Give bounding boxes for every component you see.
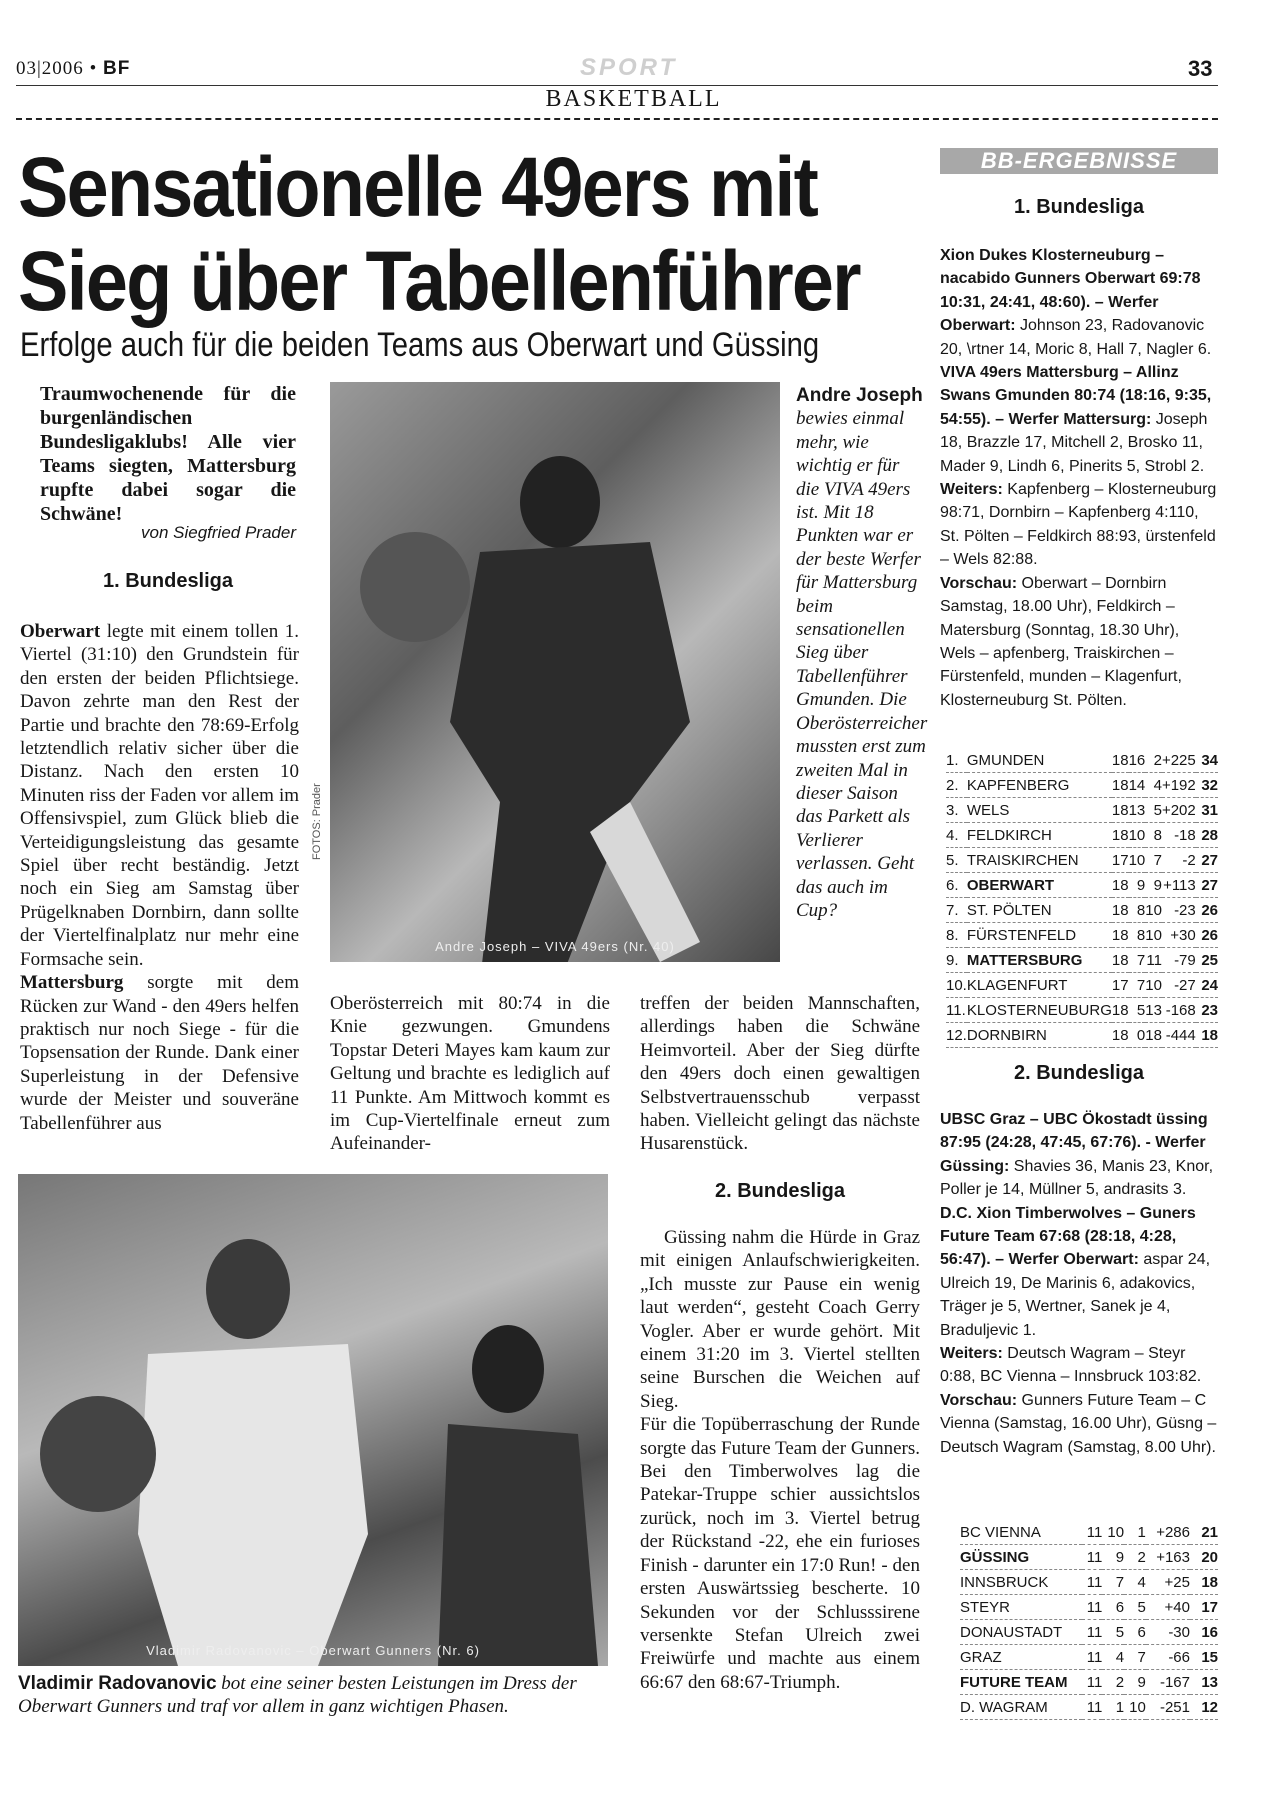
standings-gp: 18 [1112, 923, 1129, 948]
standings-diff: +202 [1162, 798, 1196, 823]
standings-l: 11 [1145, 948, 1162, 973]
standings-diff: -167 [1146, 1670, 1190, 1695]
standings-gp: 18 [1112, 798, 1129, 823]
standings-l: 1 [1124, 1520, 1146, 1545]
standings-team: ST. PÖLTEN [967, 898, 1112, 923]
standings-diff: -23 [1162, 898, 1196, 923]
standings-team: DORNBIRN [967, 1023, 1112, 1048]
standings-diff: -27 [1162, 973, 1196, 998]
standings-w: 10 [1129, 823, 1146, 848]
other-results [940, 478, 1218, 572]
standings-w: 7 [1102, 1570, 1124, 1595]
standings-w: 7 [1129, 973, 1146, 998]
standings-team: WELS [967, 798, 1112, 823]
issue-info: 03|2006 • BF [16, 58, 131, 79]
standings-gp: 18 [1112, 948, 1129, 973]
standings-l: 4 [1145, 773, 1162, 798]
standings-row [946, 923, 1218, 948]
standings-pts: 13 [1190, 1670, 1218, 1695]
weiters-label: Weiters: [940, 481, 1003, 499]
standings-pts: 25 [1196, 948, 1218, 973]
standings-gp: 18 [1112, 748, 1129, 773]
standings-rank: 2. [946, 773, 967, 798]
standings-w: 5 [1102, 1620, 1124, 1645]
standings-pts: 18 [1196, 1023, 1218, 1048]
vorschau-text: Gunners Future Team – C Vienna (Samstag, 16.00 Uhr), Güsng – Deutsch Wagram (Samstag, 8.00 Uhr). [940, 1391, 1217, 1456]
standings-rank: 10. [946, 973, 967, 998]
photo-andre-joseph [330, 382, 780, 962]
standings-w: 6 [1102, 1595, 1124, 1620]
standings-team: FELDKIRCH [967, 823, 1112, 848]
standings-gp: 18 [1112, 898, 1129, 923]
standings-w: 4 [1102, 1645, 1124, 1670]
standings-gp: 11 [1082, 1545, 1102, 1570]
standings-gp: 11 [1082, 1645, 1102, 1670]
standings-rank: 12. [946, 1023, 967, 1048]
lead-oberwart: Oberwart [20, 621, 101, 642]
standings-gp: 11 [1082, 1595, 1102, 1620]
standings-diff: -66 [1146, 1645, 1190, 1670]
standings-rank: 9. [946, 948, 967, 973]
standings-w: 8 [1129, 898, 1146, 923]
standings-row [946, 1023, 1218, 1048]
standings-l: 5 [1145, 798, 1162, 823]
game-result [940, 244, 1218, 361]
standings-pts: 12 [1190, 1695, 1218, 1720]
standings-l: 13 [1145, 998, 1162, 1023]
game-scorers: Johnson 23, Radovanovic 20, \rtner 14, Moric 8, Hall 7, Nagler 6. [940, 317, 1212, 358]
standings-row [946, 998, 1218, 1023]
standings-team: OBERWART [967, 873, 1112, 898]
header-dashed-rule [16, 118, 1218, 120]
standings-diff: -30 [1146, 1620, 1190, 1645]
photo-caption-bottom [18, 1672, 608, 1718]
intro-text: Traumwochenende für die burgenländischen Bundesligaklubs! Alle vier Teams siegten, Mattersburg rupfte dabei sogar die Schwäne! [40, 383, 296, 525]
standings-w: 0 [1129, 1023, 1146, 1048]
standings-team: INNSBRUCK [960, 1570, 1082, 1595]
standings-pts: 20 [1190, 1545, 1218, 1570]
standings-rank: 3. [946, 798, 967, 823]
standings-l: 7 [1124, 1645, 1146, 1670]
standings-table-bl1 [946, 748, 1218, 1048]
caption-name-joseph: Andre Joseph [796, 385, 923, 406]
standings-w: 8 [1129, 923, 1146, 948]
standings-l: 10 [1124, 1695, 1146, 1720]
standings-rank: 1. [946, 748, 967, 773]
standings-row [946, 798, 1218, 823]
caption-text-radovanovic: bot eine seiner besten Leistungen im Dress der Oberwart Gunners und traf vor allem in ganz wichtigen Phasen. [18, 1673, 577, 1717]
sidebar-results-bl1 [940, 244, 1218, 712]
standings-diff: +25 [1146, 1570, 1190, 1595]
section-label: SPORT [580, 54, 678, 81]
standings-team: D. WAGRAM [960, 1695, 1082, 1720]
standings-gp: 11 [1082, 1695, 1102, 1720]
standings-rank: 6. [946, 873, 967, 898]
game-result [940, 1108, 1218, 1202]
standings-l: 2 [1124, 1545, 1146, 1570]
standings-gp: 11 [1082, 1570, 1102, 1595]
standings-pts: 26 [1196, 898, 1218, 923]
subheadline: Erfolge auch für die beiden Teams aus Oberwart und Güssing [20, 326, 820, 364]
standings-diff: +286 [1146, 1520, 1190, 1545]
page-number: 33 [1188, 56, 1213, 81]
standings-w: 9 [1129, 873, 1146, 898]
standings-row [960, 1520, 1218, 1545]
standings-pts: 34 [1196, 748, 1218, 773]
standings-l: 2 [1145, 748, 1162, 773]
sidebar-title-bl2: 2. Bundesliga [1013, 1062, 1145, 1084]
standings-row [960, 1545, 1218, 1570]
player-silhouette-icon [18, 1174, 608, 1666]
section-title-bl1: 1. Bundesliga [102, 570, 234, 592]
headline-line-2: Sieg über Tabellenführer [18, 234, 860, 328]
standings-w: 5 [1129, 998, 1146, 1023]
standings-diff: +30 [1162, 923, 1196, 948]
issue-date: 03|2006 [16, 58, 84, 79]
results-banner: BB-ERGEBNISSE [940, 148, 1218, 174]
paragraph-cup: treffen der beiden Mannschaften, allerdings haben die Schwäne Heimvorteil. Aber der Sieg dürfte den 49ers doch einen gewaltigen Selbstvertrauensschub verpasst haben. Vielleicht gelingt das nächste Husarenstück. [640, 993, 920, 1155]
standings-team: KAPFENBERG [967, 773, 1112, 798]
standings-rank: 4. [946, 823, 967, 848]
other-results [940, 1342, 1218, 1389]
sidebar-title-bl1: 1. Bundesliga [1013, 196, 1145, 218]
standings-l: 6 [1124, 1620, 1146, 1645]
standings-pts: 27 [1196, 873, 1218, 898]
standings-team: GÜSSING [960, 1545, 1082, 1570]
standings-row [960, 1620, 1218, 1645]
standings-diff: +192 [1162, 773, 1196, 798]
weiters-text: Kapfenberg – Klosterneuburg 98:71, Dornbirn – Kapfenberg 4:110, St. Pölten – Feldkirch 88:93, ürstenfeld – Wels 82:88. [940, 481, 1217, 569]
standings-gp: 11 [1082, 1620, 1102, 1645]
weiters-label: Weiters: [940, 1345, 1003, 1363]
game-result [940, 361, 1218, 478]
topic-label: BASKETBALL [545, 86, 722, 112]
byline: von Siegfried Prader [141, 523, 296, 542]
game-scorers: aspar 24, Ulreich 19, De Marinis 6, adakovics, Träger je 5, Wertner, Sanek je 4, Braduljevic 1. [940, 1251, 1211, 1339]
standings-diff: -18 [1162, 823, 1196, 848]
game-title: UBSC Graz – UBC Ökostadt üssing 87:95 (24:28, 47:45, 67:76). - Werfer Güssing: [940, 1111, 1208, 1175]
standings-team: KLAGENFURT [967, 973, 1112, 998]
standings-pts: 16 [1190, 1620, 1218, 1645]
caption-name-radovanovic: Vladimir Radovanovic [18, 1673, 217, 1694]
standings-team: GMUNDEN [967, 748, 1112, 773]
standings-team: TRAISKIRCHEN [967, 848, 1112, 873]
headline-line-1: Sensationelle 49ers mit [18, 140, 817, 234]
publication-name: BF [102, 58, 131, 79]
standings-row [960, 1595, 1218, 1620]
standings-w: 9 [1102, 1545, 1124, 1570]
standings-diff: -251 [1146, 1695, 1190, 1720]
game-title: D.C. Xion Timberwolves – Guners Future Team 67:68 (28:18, 4:28, 56:47). – Werfer Oberwart: [940, 1204, 1196, 1269]
standings-w: 14 [1129, 773, 1146, 798]
standings-pts: 31 [1196, 798, 1218, 823]
caption-text-joseph: bewies einmal mehr, wie wichtig er für die VIVA 49ers ist. Mit 18 Punkten war er der beste Werfer für Mattersburg beim sensationellen Sieg über Tabellenführer Gmunden. Die Oberösterreicher mussten erst zum zweiten Mal in dieser Saison das Parkett als Verlierer verlassen. Geht das auch im Cup? [796, 408, 928, 921]
standings-diff: -2 [1162, 848, 1196, 873]
lead-mattersburg: Mattersburg [20, 972, 124, 994]
photo-vladimir-radovanovic [18, 1174, 608, 1666]
vorschau-label: Vorschau: [940, 1391, 1018, 1409]
standings-pts: 32 [1196, 773, 1218, 798]
vorschau-text: Oberwart – Dornbirn Samstag, 18.00 Uhr), Feldkirch – Matersburg (Sonntag, 18.30 Uhr), Wels – apfenberg, Traiskirchen – Fürstenfeld, munden – Klagenfurt, Klosterneuburg St. Pölten. [940, 574, 1182, 709]
bottom-photo-label: Vladimir Radovanovic – Oberwart Gunners (Nr. 6) [146, 1643, 480, 1658]
game-result [940, 1202, 1218, 1342]
standings-row [946, 898, 1218, 923]
standings-table-bl2 [960, 1520, 1218, 1720]
standings-row [960, 1670, 1218, 1695]
standings-gp: 17 [1112, 973, 1129, 998]
standings-l: 4 [1124, 1570, 1146, 1595]
standings-gp: 11 [1082, 1670, 1102, 1695]
standings-team: MATTERSBURG [967, 948, 1112, 973]
standings-rank: 5. [946, 848, 967, 873]
standings-l: 9 [1145, 873, 1162, 898]
standings-gp: 18 [1112, 1023, 1129, 1048]
standings-pts: 24 [1196, 973, 1218, 998]
standings-rank: 7. [946, 898, 967, 923]
preview [940, 1389, 1218, 1459]
standings-w: 10 [1129, 848, 1146, 873]
standings-team: BC VIENNA [960, 1520, 1082, 1545]
standings-w: 13 [1129, 798, 1146, 823]
standings-pts: 27 [1196, 848, 1218, 873]
standings-pts: 18 [1190, 1570, 1218, 1595]
game-scorers: Joseph 18, Brazzle 17, Mitchell 2, Brosko 11, Mader 9, Lindh 6, Pinerits 5, Strobl 2. [940, 410, 1208, 475]
standings-l: 18 [1145, 1023, 1162, 1048]
standings-diff: +113 [1162, 873, 1196, 898]
standings-team: FUTURE TEAM [960, 1670, 1082, 1695]
standings-gp: 17 [1112, 848, 1129, 873]
standings-diff: -79 [1162, 948, 1196, 973]
player-silhouette-icon [330, 382, 780, 962]
standings-row [946, 973, 1218, 998]
standings-l: 9 [1124, 1670, 1146, 1695]
standings-w: 7 [1129, 948, 1146, 973]
game-title: Xion Dukes Klosterneuburg – nacabido Gunners Oberwart 69:78 10:31, 24:41, 48:60). – Werfer Oberwart: [940, 247, 1201, 335]
standings-gp: 18 [1112, 873, 1129, 898]
body-column-1 [20, 620, 299, 1135]
standings-diff: +225 [1162, 748, 1196, 773]
paragraph-future-team: Für die Topüberraschung der Runde sorgte das Future Team der Gunners. Bei den Timberwolves lag die Patekar-Truppe schier aussichtslos zurück, noch im 3. Viertel betrug der Rückstand -22, ehe ein furioses Finish - darunter ein 17:0 Run! - den ersten Auswärtssieg bescherte. 10 Sekunden vor der Schlusssirene versenkte Stefan Ulreich zwei Freiwürfe und machte aus einem 66:67 den 68:67-Triumph. [640, 1414, 920, 1693]
standings-team: STEYR [960, 1595, 1082, 1620]
standings-pts: 15 [1190, 1645, 1218, 1670]
standings-l: 10 [1145, 898, 1162, 923]
standings-gp: 18 [1112, 998, 1129, 1023]
standings-row [946, 823, 1218, 848]
standings-rank: 11. [946, 998, 967, 1023]
standings-diff: +40 [1146, 1595, 1190, 1620]
standings-gp: 18 [1112, 823, 1129, 848]
standings-l: 5 [1124, 1595, 1146, 1620]
standings-rank: 8. [946, 923, 967, 948]
standings-row [946, 873, 1218, 898]
standings-w: 2 [1102, 1670, 1124, 1695]
body-column-2: Oberösterreich mit 80:74 in die Knie gezwungen. Gmundens Topstar Deteri Mayes kam kaum zur Geltung und brachte es lediglich auf 11 Punkte. Am Mittwoch kommt es im Cup-Viertelfinale erneut zum Aufeinander- [330, 993, 610, 1155]
standings-pts: 26 [1196, 923, 1218, 948]
standings-row [960, 1645, 1218, 1670]
standings-row [946, 773, 1218, 798]
standings-l: 7 [1145, 848, 1162, 873]
game-title: VIVA 49ers Mattersburg – Allinz Swans Gmunden 80:74 (18:16, 9:35, 54:55). – Werfer Mattersurg: [940, 364, 1212, 428]
standings-w: 10 [1102, 1520, 1124, 1545]
preview [940, 572, 1218, 712]
standings-pts: 23 [1196, 998, 1218, 1023]
weiters-text: Deutsch Wagram – Steyr 0:88, BC Vienna – Innsbruck 103:82. [940, 1345, 1202, 1386]
standings-l: 10 [1145, 973, 1162, 998]
standings-pts: 28 [1196, 823, 1218, 848]
standings-gp: 11 [1082, 1520, 1102, 1545]
photo-credit: FOTOS: Prader [311, 783, 323, 860]
standings-team: GRAZ [960, 1645, 1082, 1670]
top-photo-label: Andre Joseph – VIVA 49ers (Nr. 40) [435, 939, 675, 954]
section-title-bl2: 2. Bundesliga [714, 1180, 846, 1202]
paragraph-guessing: Güssing nahm die Hürde in Graz mit einigen Anlaufschwierigkeiten. „Ich musste zur Pause ein wenig laut werden“, gesteht Coach Gerry Vogler. Aber er wurde gehört. Mit einem 31:20 im 3. Viertel stellten seine Burschen die Weichen auf Sieg. [640, 1227, 920, 1412]
standings-diff: -168 [1162, 998, 1196, 1023]
standings-pts: 17 [1190, 1595, 1218, 1620]
standings-row [946, 848, 1218, 873]
standings-l: 8 [1145, 823, 1162, 848]
photo-caption-top [796, 384, 926, 922]
standings-row [960, 1695, 1218, 1720]
vorschau-label: Vorschau: [940, 574, 1018, 592]
paragraph-oberwart: legte mit einem tollen 1. Viertel (31:10) den Grundstein für den ersten der beiden Pflichtsiege. Davon zehrte man den Rest der Partie und brachte den 78:69-Erfolg letztendlich relativ sicher über die Distanz. Nach den ersten 10 Minuten riss der Faden vor allem im Offensivspiel, zum Glück blieb die Verteidigungsleistung das gesamte Spiel über recht beständig. Jetzt noch ein Sieg am Samstag über Prügelknaben Dornbirn, dann sollte der Viertelfinalplatz nur mehr eine Formsache sein. [20, 621, 299, 970]
standings-gp: 18 [1112, 773, 1129, 798]
standings-diff: +163 [1146, 1545, 1190, 1570]
standings-team: DONAUSTADT [960, 1620, 1082, 1645]
standings-row [960, 1570, 1218, 1595]
standings-w: 1 [1102, 1695, 1124, 1720]
body-column-3b [640, 1226, 920, 1694]
standings-row [946, 948, 1218, 973]
game-scorers: Shavies 36, Manis 23, Knor, Poller je 14, Müllner 5, andrasits 3. [940, 1157, 1214, 1199]
standings-team: KLOSTERNEUBURG [967, 998, 1112, 1023]
standings-team: FÜRSTENFELD [967, 923, 1112, 948]
body-column-3 [640, 992, 920, 1156]
paragraph-mattersburg: sorgte mit dem Rücken zur Wand - den 49ers helfen praktisch nur noch Siege - für die Topsensation der Runde. Dank einer Superleistung in der Defensive wurde der Meister und souveräne Tabellenführer aus [20, 972, 299, 1134]
standings-pts: 21 [1190, 1520, 1218, 1545]
standings-l: 10 [1145, 923, 1162, 948]
standings-w: 16 [1129, 748, 1146, 773]
standings-row [946, 748, 1218, 773]
headline [18, 140, 860, 328]
standings-diff: -444 [1162, 1023, 1196, 1048]
sidebar-results-bl2 [940, 1108, 1218, 1459]
